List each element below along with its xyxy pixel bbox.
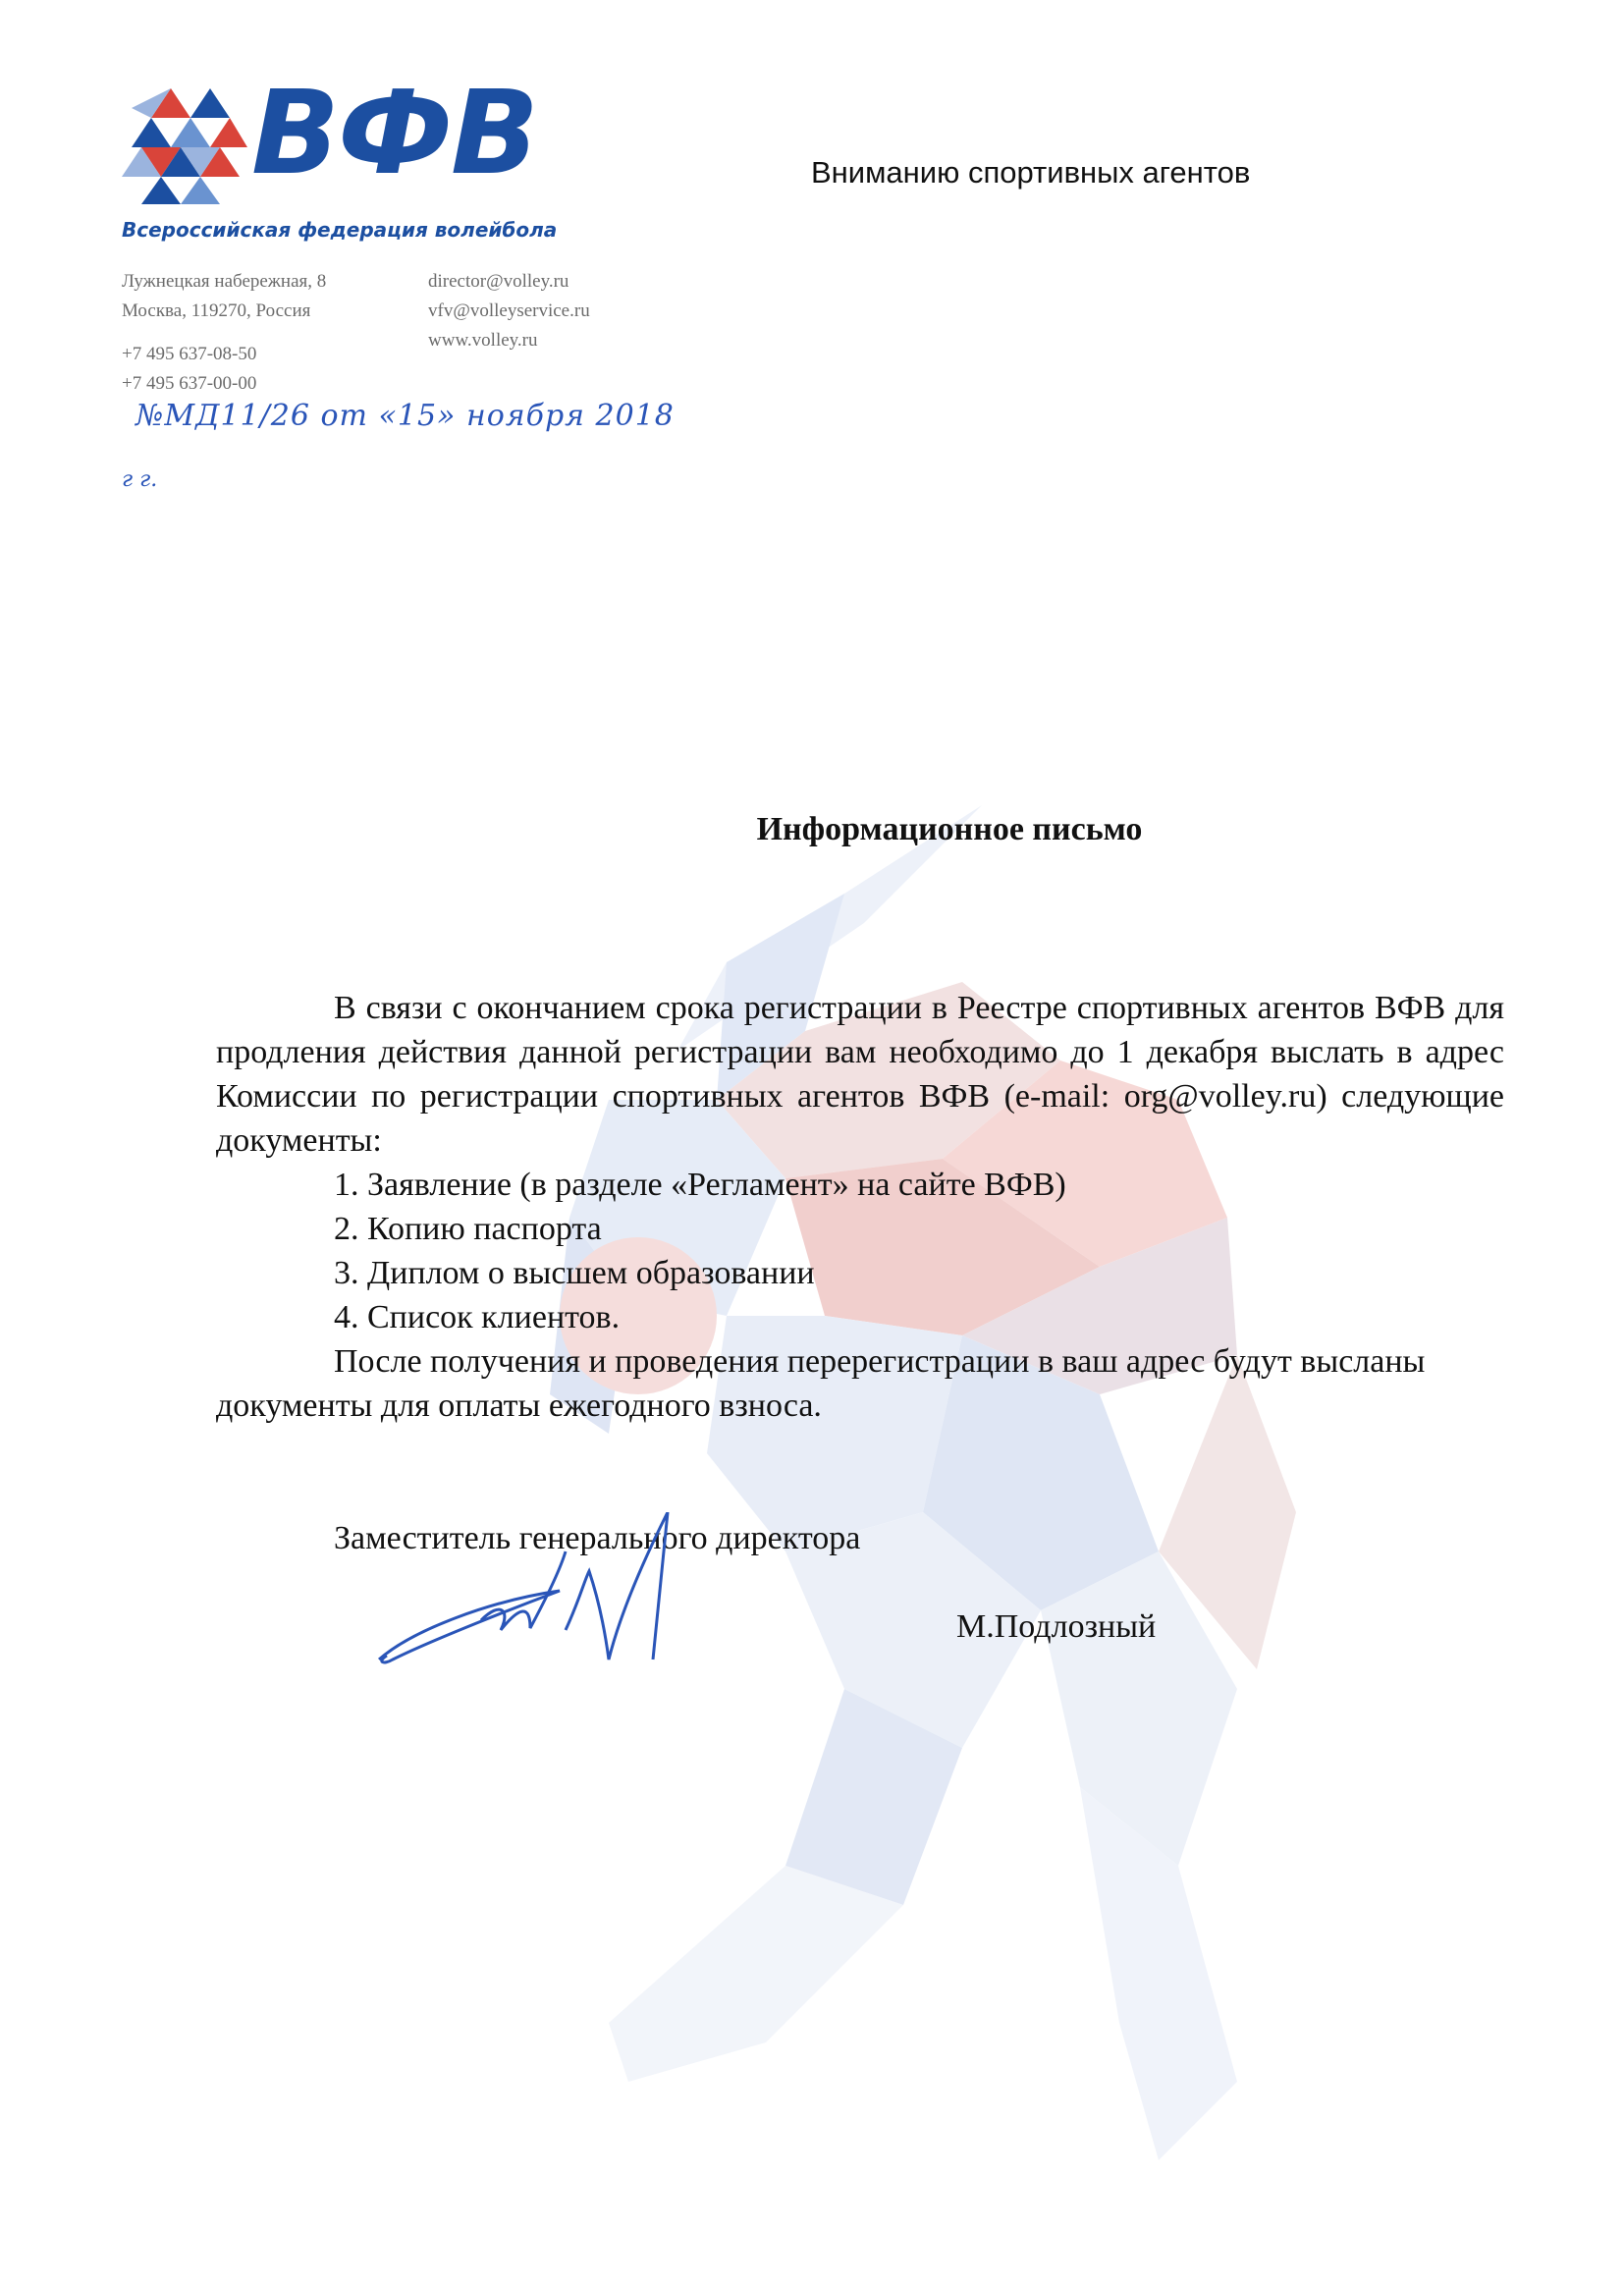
address-line: Москва, 119270, Россия xyxy=(122,300,311,321)
logo-wordmark: ВФВ xyxy=(251,65,537,200)
phone-number: +7 495 637-08-50 xyxy=(122,344,257,364)
document-title: Информационное письмо xyxy=(756,811,1143,847)
reference-tail: г г. xyxy=(122,467,158,492)
logo-mosaic-icon xyxy=(122,88,249,206)
contact-address-block xyxy=(122,267,326,399)
documents-list xyxy=(216,1163,1504,1339)
logo-subtitle: Всероссийская федерация волейбола xyxy=(122,218,558,242)
list-item: 2. Копию паспорта xyxy=(334,1211,602,1247)
letter-body xyxy=(216,986,1504,1428)
intro-paragraph: В связи с окончанием срока регистрации в Реестре спортивных агентов ВФВ для продления действия данной регистрации вам необходимо до 1 декабря выслать в адрес Комиссии по регистрации спортивных агентов ВФВ (e-mail: org@volley.ru) следующие документы: xyxy=(216,990,1504,1159)
addressee: Вниманию спортивных агентов xyxy=(811,155,1251,190)
reference-number: №МД11/26 от «15» ноября 2018 xyxy=(135,399,675,433)
website: www.volley.ru xyxy=(428,330,538,351)
address-line: Лужнецкая набережная, 8 xyxy=(122,271,327,292)
list-item: 1. Заявление (в разделе «Регламент» на сайте ВФВ) xyxy=(334,1167,1066,1203)
email-address: director@volley.ru xyxy=(428,271,569,292)
list-item: 3. Диплом о высшем образовании xyxy=(334,1255,815,1291)
email-address: vfv@volleyservice.ru xyxy=(428,300,590,321)
list-item: 4. Список клиентов. xyxy=(334,1299,621,1335)
vfv-logo xyxy=(122,65,583,245)
signatory-role: Заместитель генерального директора xyxy=(334,1520,861,1556)
contact-online-block xyxy=(428,267,590,355)
signatory-name: М.Подлозный xyxy=(956,1608,1157,1645)
closing-paragraph: После получения и проведения перерегистрации в ваш адрес будут высланы документы для оплаты ежегодного взноса. xyxy=(216,1343,1426,1424)
phone-number: +7 495 637-00-00 xyxy=(122,373,257,394)
handwritten-signature xyxy=(373,1512,717,1679)
